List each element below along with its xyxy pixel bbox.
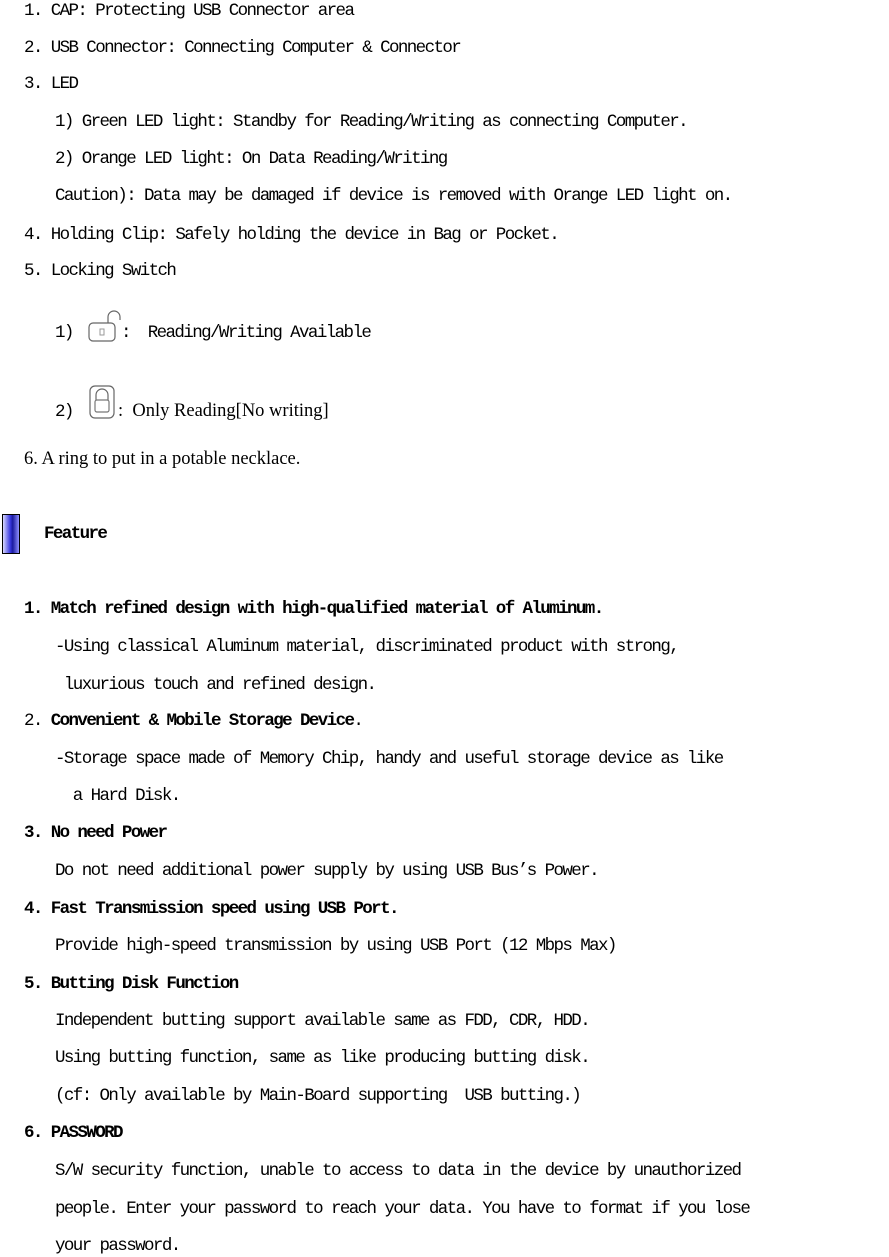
- feature-6-line-1: S/W security function, unable to access to data in the device by unauthorized: [55, 1161, 741, 1181]
- lock-sub2-number: 2): [55, 402, 73, 422]
- feature-2-line-1: -Storage space made of Memory Chip, handy and useful storage device as like: [55, 749, 723, 769]
- feature-2-number: 2.: [24, 711, 51, 731]
- feature-1-line-2: luxurious touch and refined design.: [55, 675, 376, 695]
- feature-4-line-1: Provide high-speed transmission by using USB Port (12 Mbps Max): [55, 936, 616, 956]
- lock-sub1-number: 1): [55, 323, 73, 343]
- led-green-line: 1) Green LED light: Standby for Reading/Writing as connecting Computer.: [55, 112, 688, 132]
- feature-4-title: 4. Fast Transmission speed using USB Port.: [24, 899, 398, 919]
- parts-item-holding-clip: 4. Holding Clip: Safely holding the device in Bag or Pocket.: [24, 225, 559, 245]
- lock-sub1-text: : Reading/Writing Available: [121, 323, 371, 343]
- feature-6-line-2: people. Enter your password to reach your data. You have to format if you lose: [55, 1199, 750, 1219]
- parts-item-locking-switch: 5. Locking Switch: [24, 261, 176, 281]
- feature-5-line-3: (cf: Only available by Main-Board supporting USB butting.): [55, 1086, 581, 1106]
- feature-5-title: 5. Butting Disk Function: [24, 974, 238, 994]
- feature-5-line-1: Independent butting support available same as FDD, CDR, HDD.: [55, 1011, 590, 1031]
- feature-3-title: 3. No need Power: [24, 823, 167, 843]
- led-caution-line: Caution): Data may be damaged if device is removed with Orange LED light on.: [55, 186, 732, 206]
- parts-item-led: 3. LED: [24, 74, 78, 94]
- parts-item-ring: 6. A ring to put in a potable necklace.: [24, 449, 301, 469]
- feature-1-title: 1. Match refined design with high-qualified material of Aluminum.: [24, 599, 603, 619]
- feature-6-line-3: your password.: [55, 1236, 180, 1256]
- feature-6-title: 6. PASSWORD: [24, 1123, 122, 1143]
- feature-heading: Feature: [44, 524, 107, 544]
- feature-5-line-2: Using butting function, same as like producing butting disk.: [55, 1048, 590, 1068]
- feature-2-title-end: .: [353, 711, 363, 731]
- feature-3-line-1: Do not need additional power supply by using USB Bus’s Power.: [55, 861, 599, 881]
- feature-2-title-text: Convenient & Mobile Storage Device: [50, 711, 354, 731]
- parts-item-usb-connector: 2. USB Connector: Connecting Computer & Connector: [24, 38, 461, 58]
- feature-2-title: [24, 710, 362, 732]
- unlock-icon: [86, 309, 126, 345]
- feature-heading-marker: [2, 514, 20, 554]
- parts-item-cap: 1. CAP: Protecting USB Connector area: [24, 1, 354, 21]
- lock-sub2-text: : Only Reading[No writing]: [118, 401, 329, 421]
- lock-icon: [88, 384, 118, 422]
- feature-2-line-2: a Hard Disk.: [55, 786, 180, 806]
- feature-1-line-1: -Using classical Aluminum material, discriminated product with strong,: [55, 637, 679, 657]
- led-orange-line: 2) Orange LED light: On Data Reading/Writing: [55, 149, 447, 169]
